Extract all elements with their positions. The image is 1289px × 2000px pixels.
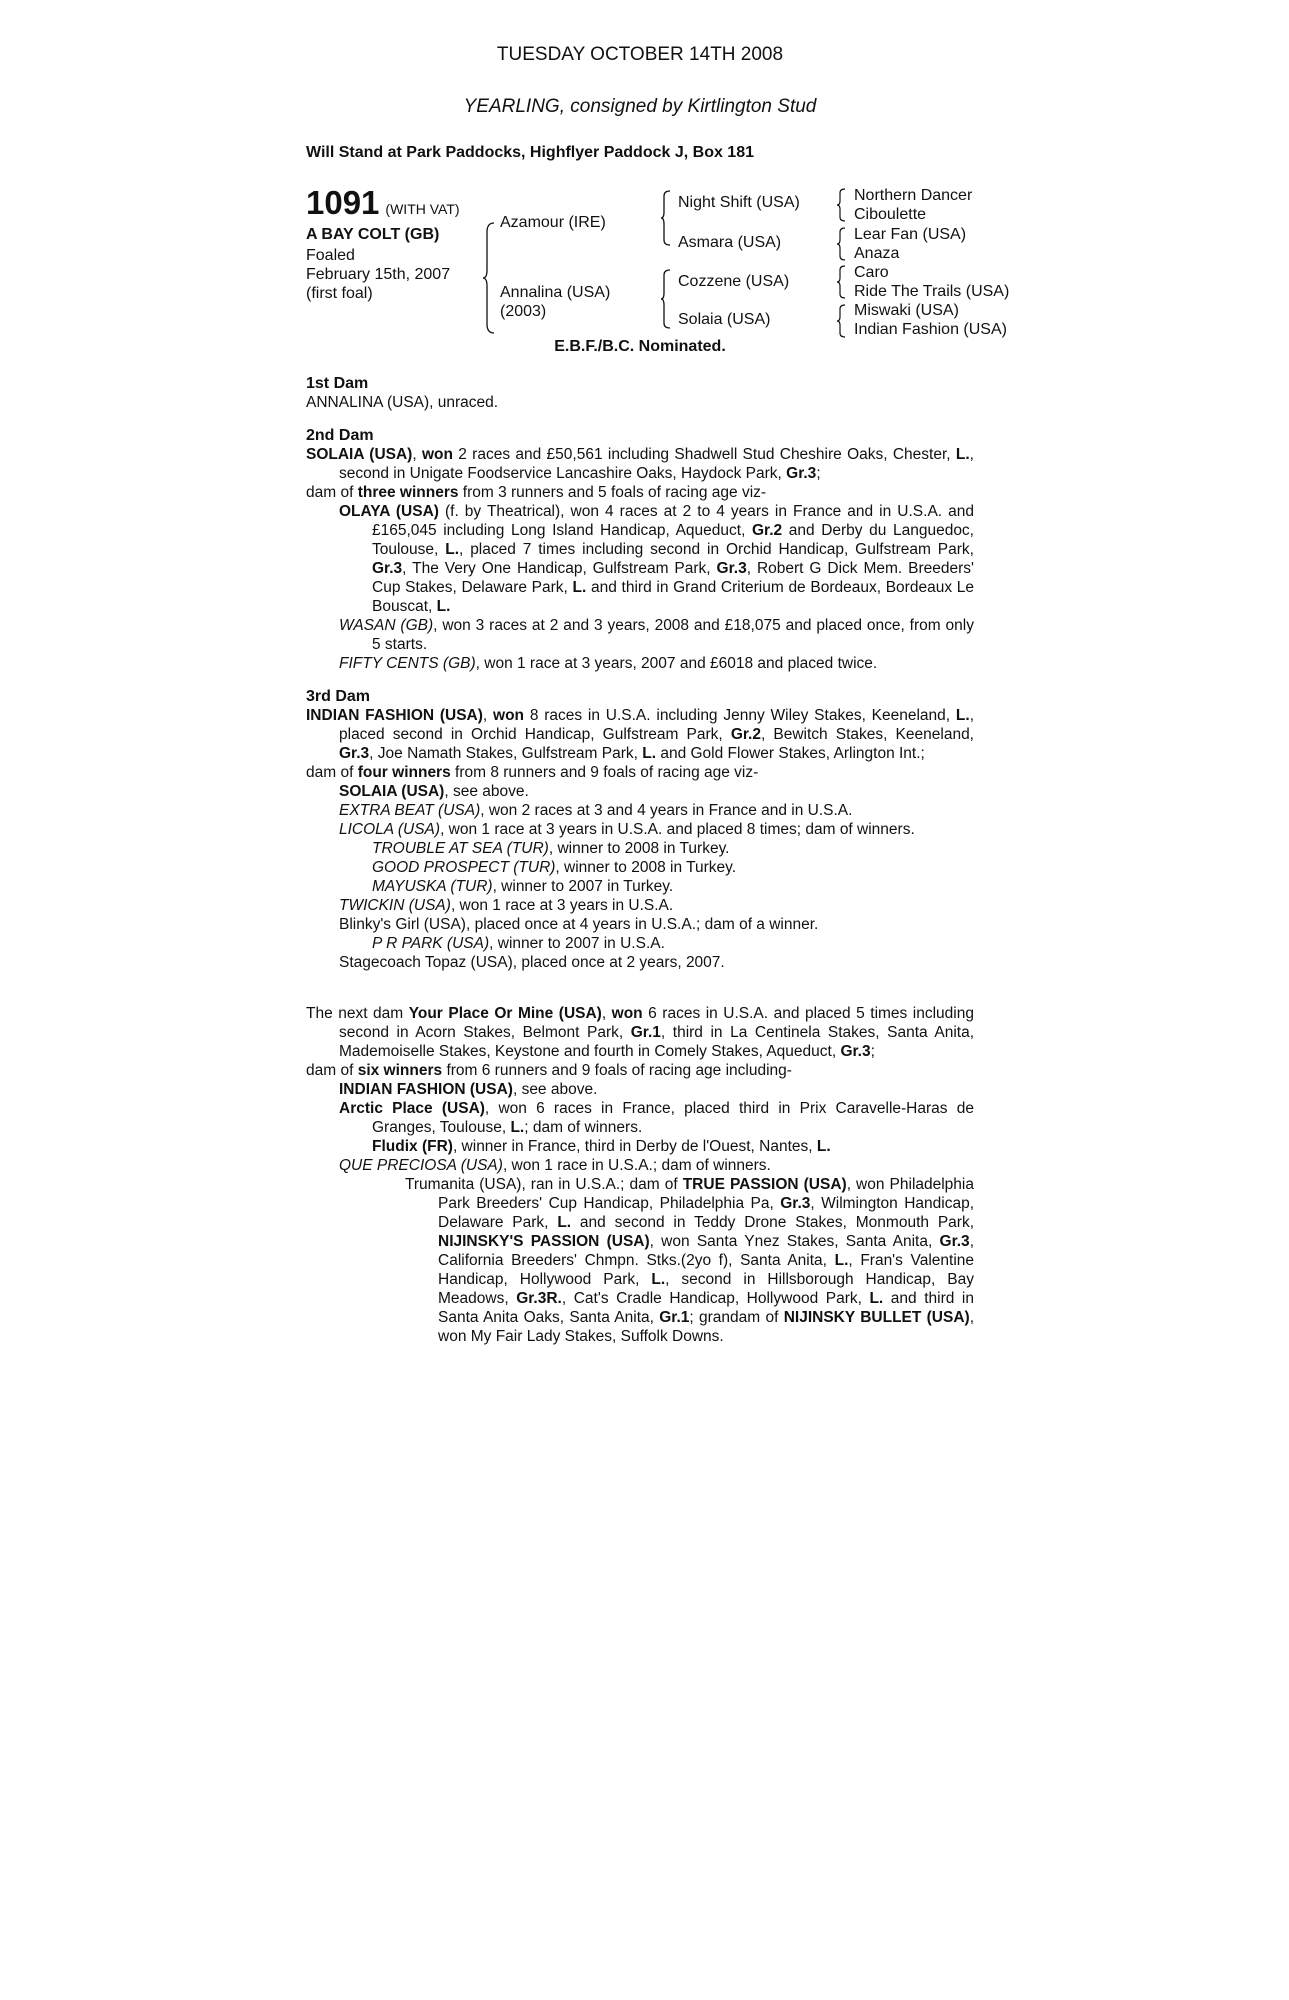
foaled-date: February 15th, 2007 — [306, 266, 451, 283]
pedigree-brace-g3 — [836, 265, 846, 299]
third-dam-progeny-summary: dam of four winners from 8 runners and 9 foals of racing age viz- — [306, 764, 759, 781]
sire-name: Azamour (IRE) — [500, 214, 606, 231]
third-dam-title: 3rd Dam — [306, 688, 371, 705]
progeny-stagecoach-topaz: Stagecoach Topaz (USA), placed once at 2 years, 2007. — [339, 954, 725, 971]
ggen-7: Miswaki (USA) — [854, 302, 959, 319]
progeny-good-prospect: GOOD PROSPECT (TUR), winner to 2008 in Turkey. — [372, 859, 737, 876]
sire-sire: Night Shift (USA) — [678, 194, 800, 211]
pedigree-brace-main — [482, 222, 496, 334]
foaled-label: Foaled — [306, 247, 355, 264]
progeny-licola: LICOLA (USA), won 1 race at 3 years in U.S.A. and placed 8 times; dam of winners. — [339, 821, 915, 838]
first-dam-section — [306, 374, 974, 412]
progeny-wasan: WASAN (GB), won 3 races at 2 and 3 years, 2008 and £18,075 and placed once, from only 5 starts. — [339, 617, 974, 653]
progeny-fifty-cents: FIFTY CENTS (GB), won 1 race at 3 years, 2007 and £6018 and placed twice. — [339, 655, 878, 672]
dam-dam: Solaia (USA) — [678, 311, 771, 328]
sire-dam: Asmara (USA) — [678, 234, 782, 251]
progeny-trumanita: Trumanita (USA), ran in U.S.A.; dam of TRUE PASSION (USA), won Philadelphia Park Breeders' Cup Handicap, Philadelphia Pa, Gr.3, Wilmington Handicap, Delaware Park, L. and second in Teddy Drone Stakes, Monmouth Park, NIJINSKY'S PASSION (USA), won Santa Ynez Stakes, Santa Anita, Gr.3, California Breeders' Chmpn. Stks.(2yo f), Santa Anita, L., Fran's Valentine Handicap, Hollywood Park, L., second in Hillsborough Handicap, Bay Meadows, Gr.3R., Cat's Cradle Handicap, Hollywood Park, L. and third in Santa Anita Oaks, Santa Anita, Gr.1; grandam of NIJINSKY BULLET (USA), won My Fair Lady Stakes, Suffolk Downs. — [405, 1176, 974, 1345]
vat-note: (WITH VAT) — [385, 201, 460, 217]
dam-year: (2003) — [500, 303, 547, 320]
pedigree-brace-g2 — [836, 227, 846, 261]
next-dam-progeny-summary: dam of six winners from 6 runners and 9 foals of racing age including- — [306, 1062, 792, 1079]
foal-note: (first foal) — [306, 285, 373, 302]
progeny-twickin: TWICKIN (USA), won 1 race at 3 years in U.S.A. — [339, 897, 674, 914]
progeny-solaia: SOLAIA (USA), see above. — [339, 783, 529, 800]
pedigree-brace-g4 — [836, 304, 846, 338]
dam-name: Annalina (USA) — [500, 284, 611, 301]
ggen-4: Anaza — [854, 245, 900, 262]
second-dam-record: SOLAIA (USA), won 2 races and £50,561 including Shadwell Stud Cheshire Oaks, Chester, L., second in Unigate Foodservice Lancashire Oaks, Haydock Park, Gr.3; — [306, 446, 974, 482]
lot-description: A BAY COLT (GB) — [306, 226, 440, 243]
next-dam-record: The next dam Your Place Or Mine (USA), won 6 races in U.S.A. and placed 5 times including second in Acorn Stakes, Belmont Park, Gr.1, third in La Centinela Stakes, Santa Anita, Mademoiselle Stakes, Keystone and fourth in Comely Stakes, Aqueduct, Gr.3; — [306, 1005, 974, 1060]
first-dam-title: 1st Dam — [306, 375, 369, 392]
progeny-mayuska: MAYUSKA (TUR), winner to 2007 in Turkey. — [372, 878, 674, 895]
progeny-pr-park: P R PARK (USA), winner to 2007 in U.S.A. — [372, 935, 665, 952]
second-dam-progeny-summary: dam of three winners from 3 runners and 5 foals of racing age viz- — [306, 484, 767, 501]
ggen-2: Ciboulette — [854, 206, 927, 223]
first-dam-text: ANNALINA (USA), unraced. — [306, 394, 499, 411]
pedigree-brace-dam — [660, 269, 672, 329]
second-dam-title: 2nd Dam — [306, 427, 374, 444]
pedigree-brace-g1 — [836, 188, 846, 222]
family-details — [306, 374, 974, 1346]
progeny-que-preciosa: QUE PRECIOSA (USA), won 1 race in U.S.A.; dam of winners. — [339, 1157, 771, 1174]
dam-sire: Cozzene (USA) — [678, 273, 790, 290]
third-dam-section — [306, 687, 974, 972]
nomination-note: E.B.F./B.C. Nominated. — [554, 338, 726, 355]
progeny-indian-fashion: INDIAN FASHION (USA), see above. — [339, 1081, 598, 1098]
next-dam-section — [306, 1004, 974, 1346]
progeny-arctic-place: Arctic Place (USA), won 6 races in France, placed third in Prix Caravelle-Haras de Granges, Toulouse, L.; dam of winners. — [339, 1100, 974, 1136]
consignment-line: YEARLING, consigned by Kirtlington Stud — [463, 96, 817, 117]
pedigree-brace-sire — [660, 190, 672, 246]
progeny-olaya: OLAYA (USA) (f. by Theatrical), won 4 races at 2 to 4 years in France and in U.S.A. and £165,045 including Long Island Handicap, Aqueduct, Gr.2 and Derby du Languedoc, Toulouse, L., placed 7 times including second in Orchid Handicap, Gulfstream Park, Gr.3, The Very One Handicap, Gulfstream Park, Gr.3, Robert G Dick Mem. Breeders' Cup Stakes, Delaware Park, L. and third in Grand Criterium de Bordeaux, Bordeaux Le Bouscat, L. — [339, 503, 974, 615]
lot-number: 1091 (WITH VAT) — [306, 184, 460, 221]
progeny-fludix: Fludix (FR), winner in France, third in Derby de l'Ouest, Nantes, L. — [372, 1138, 831, 1155]
stand-location: Will Stand at Park Paddocks, Highflyer Paddock J, Box 181 — [306, 144, 754, 161]
second-dam-section — [306, 426, 974, 673]
progeny-trouble-at-sea: TROUBLE AT SEA (TUR), winner to 2008 in Turkey. — [372, 840, 730, 857]
ggen-8: Indian Fashion (USA) — [854, 321, 1007, 338]
third-dam-record: INDIAN FASHION (USA), won 8 races in U.S.A. including Jenny Wiley Stakes, Keeneland, L., placed second in Orchid Handicap, Gulfstream Park, Gr.2, Bewitch Stakes, Keeneland, Gr.3, Joe Namath Stakes, Gulfstream Park, L. and Gold Flower Stakes, Arlington Int.; — [306, 707, 974, 762]
progeny-extra-beat: EXTRA BEAT (USA), won 2 races at 3 and 4 years in France and in U.S.A. — [339, 802, 853, 819]
ggen-6: Ride The Trails (USA) — [854, 283, 1010, 300]
ggen-1: Northern Dancer — [854, 187, 973, 204]
ggen-3: Lear Fan (USA) — [854, 226, 967, 243]
progeny-blinkys-girl: Blinky's Girl (USA), placed once at 4 years in U.S.A.; dam of a winner. — [339, 916, 819, 933]
ggen-5: Caro — [854, 264, 889, 281]
sale-date: TUESDAY OCTOBER 14TH 2008 — [496, 44, 784, 65]
